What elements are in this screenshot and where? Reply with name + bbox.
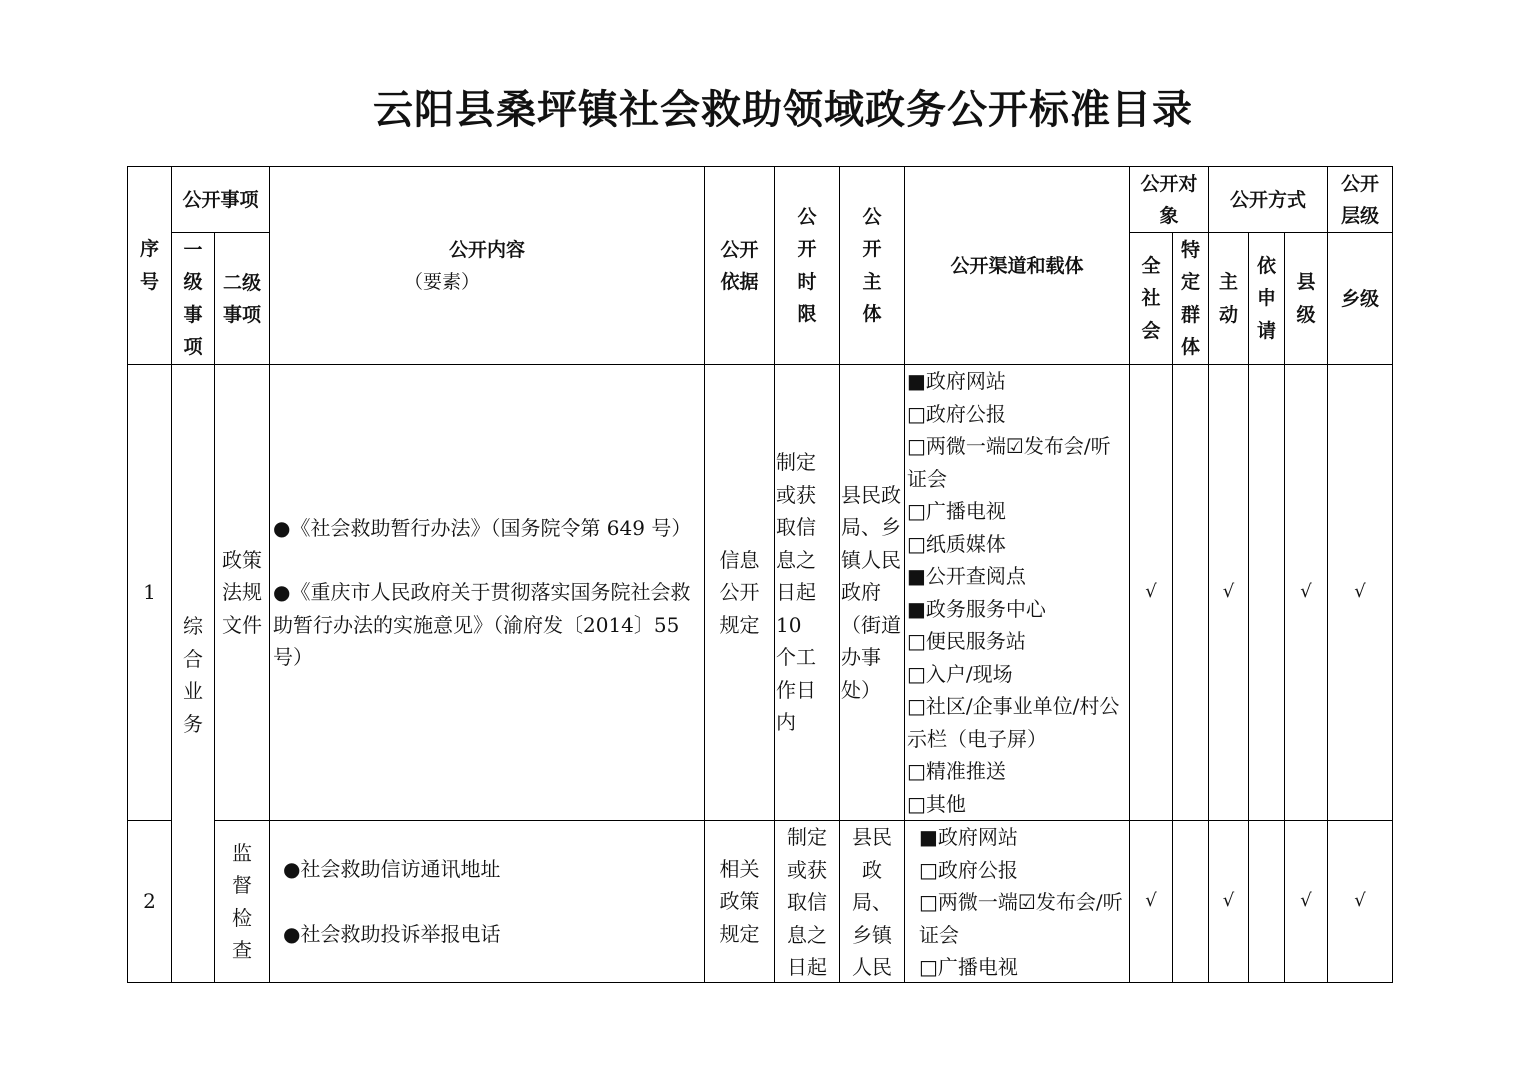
channel-item: □纸质媒体: [907, 531, 1006, 556]
header-level2: 二级事项: [215, 233, 270, 365]
channel-item: ■公开查阅点: [907, 564, 1026, 588]
row-level2: 监督检查: [215, 821, 270, 983]
channel-item: □两微一端☑发布会/听证会: [907, 434, 1111, 491]
row-method-request: [1249, 821, 1285, 983]
table-row: [128, 821, 1393, 983]
header-row-top: [128, 167, 1393, 233]
content-item: ●《社会救助暂行办法》（国务院令第 649 号）: [273, 515, 692, 540]
row-method-active: √: [1209, 821, 1249, 983]
header-item: 公开事项: [172, 167, 270, 233]
page-title: 云阳县桑坪镇社会救助领域政务公开标准目录: [373, 86, 1193, 133]
content-item: ●社会救助信访通讯地址: [283, 857, 501, 881]
header-audience-all: 全社会: [1130, 233, 1173, 365]
header-method-request: 依申请: [1249, 233, 1285, 365]
header-subject: 公开主体: [840, 167, 905, 365]
row-tier-county: √: [1285, 365, 1328, 821]
row-basis: 信息公开规定: [705, 365, 775, 821]
row-basis: 相关政策规定: [705, 821, 775, 983]
header-audience-specific: 特定群体: [1173, 233, 1209, 365]
row-content: [270, 821, 705, 983]
row-audience-specific: [1173, 821, 1209, 983]
header-tier-county: 县级: [1285, 233, 1328, 365]
row-subject: 县民政局、乡镇人民: [840, 821, 905, 983]
header-tier-town: 乡级: [1328, 233, 1393, 365]
channel-item: □其他: [907, 791, 966, 816]
header-audience: 公开对象: [1130, 167, 1209, 233]
channel-item: □便民服务站: [907, 629, 1026, 653]
row-seq: 2: [128, 821, 172, 983]
channel-item: ■政府网站: [919, 825, 1018, 849]
channel-item: □广播电视: [919, 955, 1018, 979]
channel-item: □政府公报: [919, 857, 1018, 882]
header-channels: 公开渠道和载体: [905, 167, 1130, 365]
channel-item: □广播电视: [907, 499, 1006, 523]
row-audience-all: √: [1130, 821, 1173, 983]
content-item: ●《重庆市人民政府关于贯彻落实国务院社会救助暂行办法的实施意见》（渝府发〔2014〕55 号）: [273, 580, 691, 669]
content-item: ●社会救助投诉举报电话: [283, 921, 501, 946]
table-row: [128, 365, 1393, 821]
header-seq: 序号: [128, 167, 172, 365]
row-time-limit: 制定或获取信息之日起: [775, 821, 840, 983]
header-method: 公开方式: [1209, 167, 1328, 233]
channel-item: □两微一端☑发布会/听证会: [919, 890, 1123, 947]
row-method-active: √: [1209, 365, 1249, 821]
row-channels: [905, 365, 1130, 821]
row-audience-specific: [1173, 365, 1209, 821]
header-time-limit: 公开时限: [775, 167, 840, 365]
header-level1: 一级事项: [172, 233, 215, 365]
channel-item: □入户/现场: [907, 661, 1013, 686]
channel-item: □社区/企事业单位/村公示栏（电子屏）: [907, 694, 1120, 751]
row-subject: 县民政局、乡镇人民政府（街道办事处）: [840, 365, 905, 821]
row-content: [270, 365, 705, 821]
row-seq: 1: [128, 365, 172, 821]
header-tier: 公开层级: [1328, 167, 1393, 233]
row-level2: 政策法规文件: [215, 365, 270, 821]
channel-item: □政府公报: [907, 401, 1006, 426]
row-method-request: [1249, 365, 1285, 821]
header-basis: 公开依据: [705, 167, 775, 365]
row-level1: 综合业务: [172, 365, 215, 983]
row-tier-town: √: [1328, 821, 1393, 983]
row-tier-county: √: [1285, 821, 1328, 983]
channel-item: □精准推送: [907, 759, 1006, 783]
row-time-limit: 制定或获取信息之日起 10 个工作日内: [775, 365, 840, 821]
row-channels: [905, 821, 1130, 983]
channel-item: ■政府网站: [907, 369, 1006, 393]
header-method-active: 主动: [1209, 233, 1249, 365]
header-content: 公开内容 （要素）: [270, 167, 705, 365]
catalog-table: [127, 166, 1393, 983]
row-tier-town: √: [1328, 365, 1393, 821]
channel-item: ■政务服务中心: [907, 596, 1046, 621]
row-audience-all: √: [1130, 365, 1173, 821]
